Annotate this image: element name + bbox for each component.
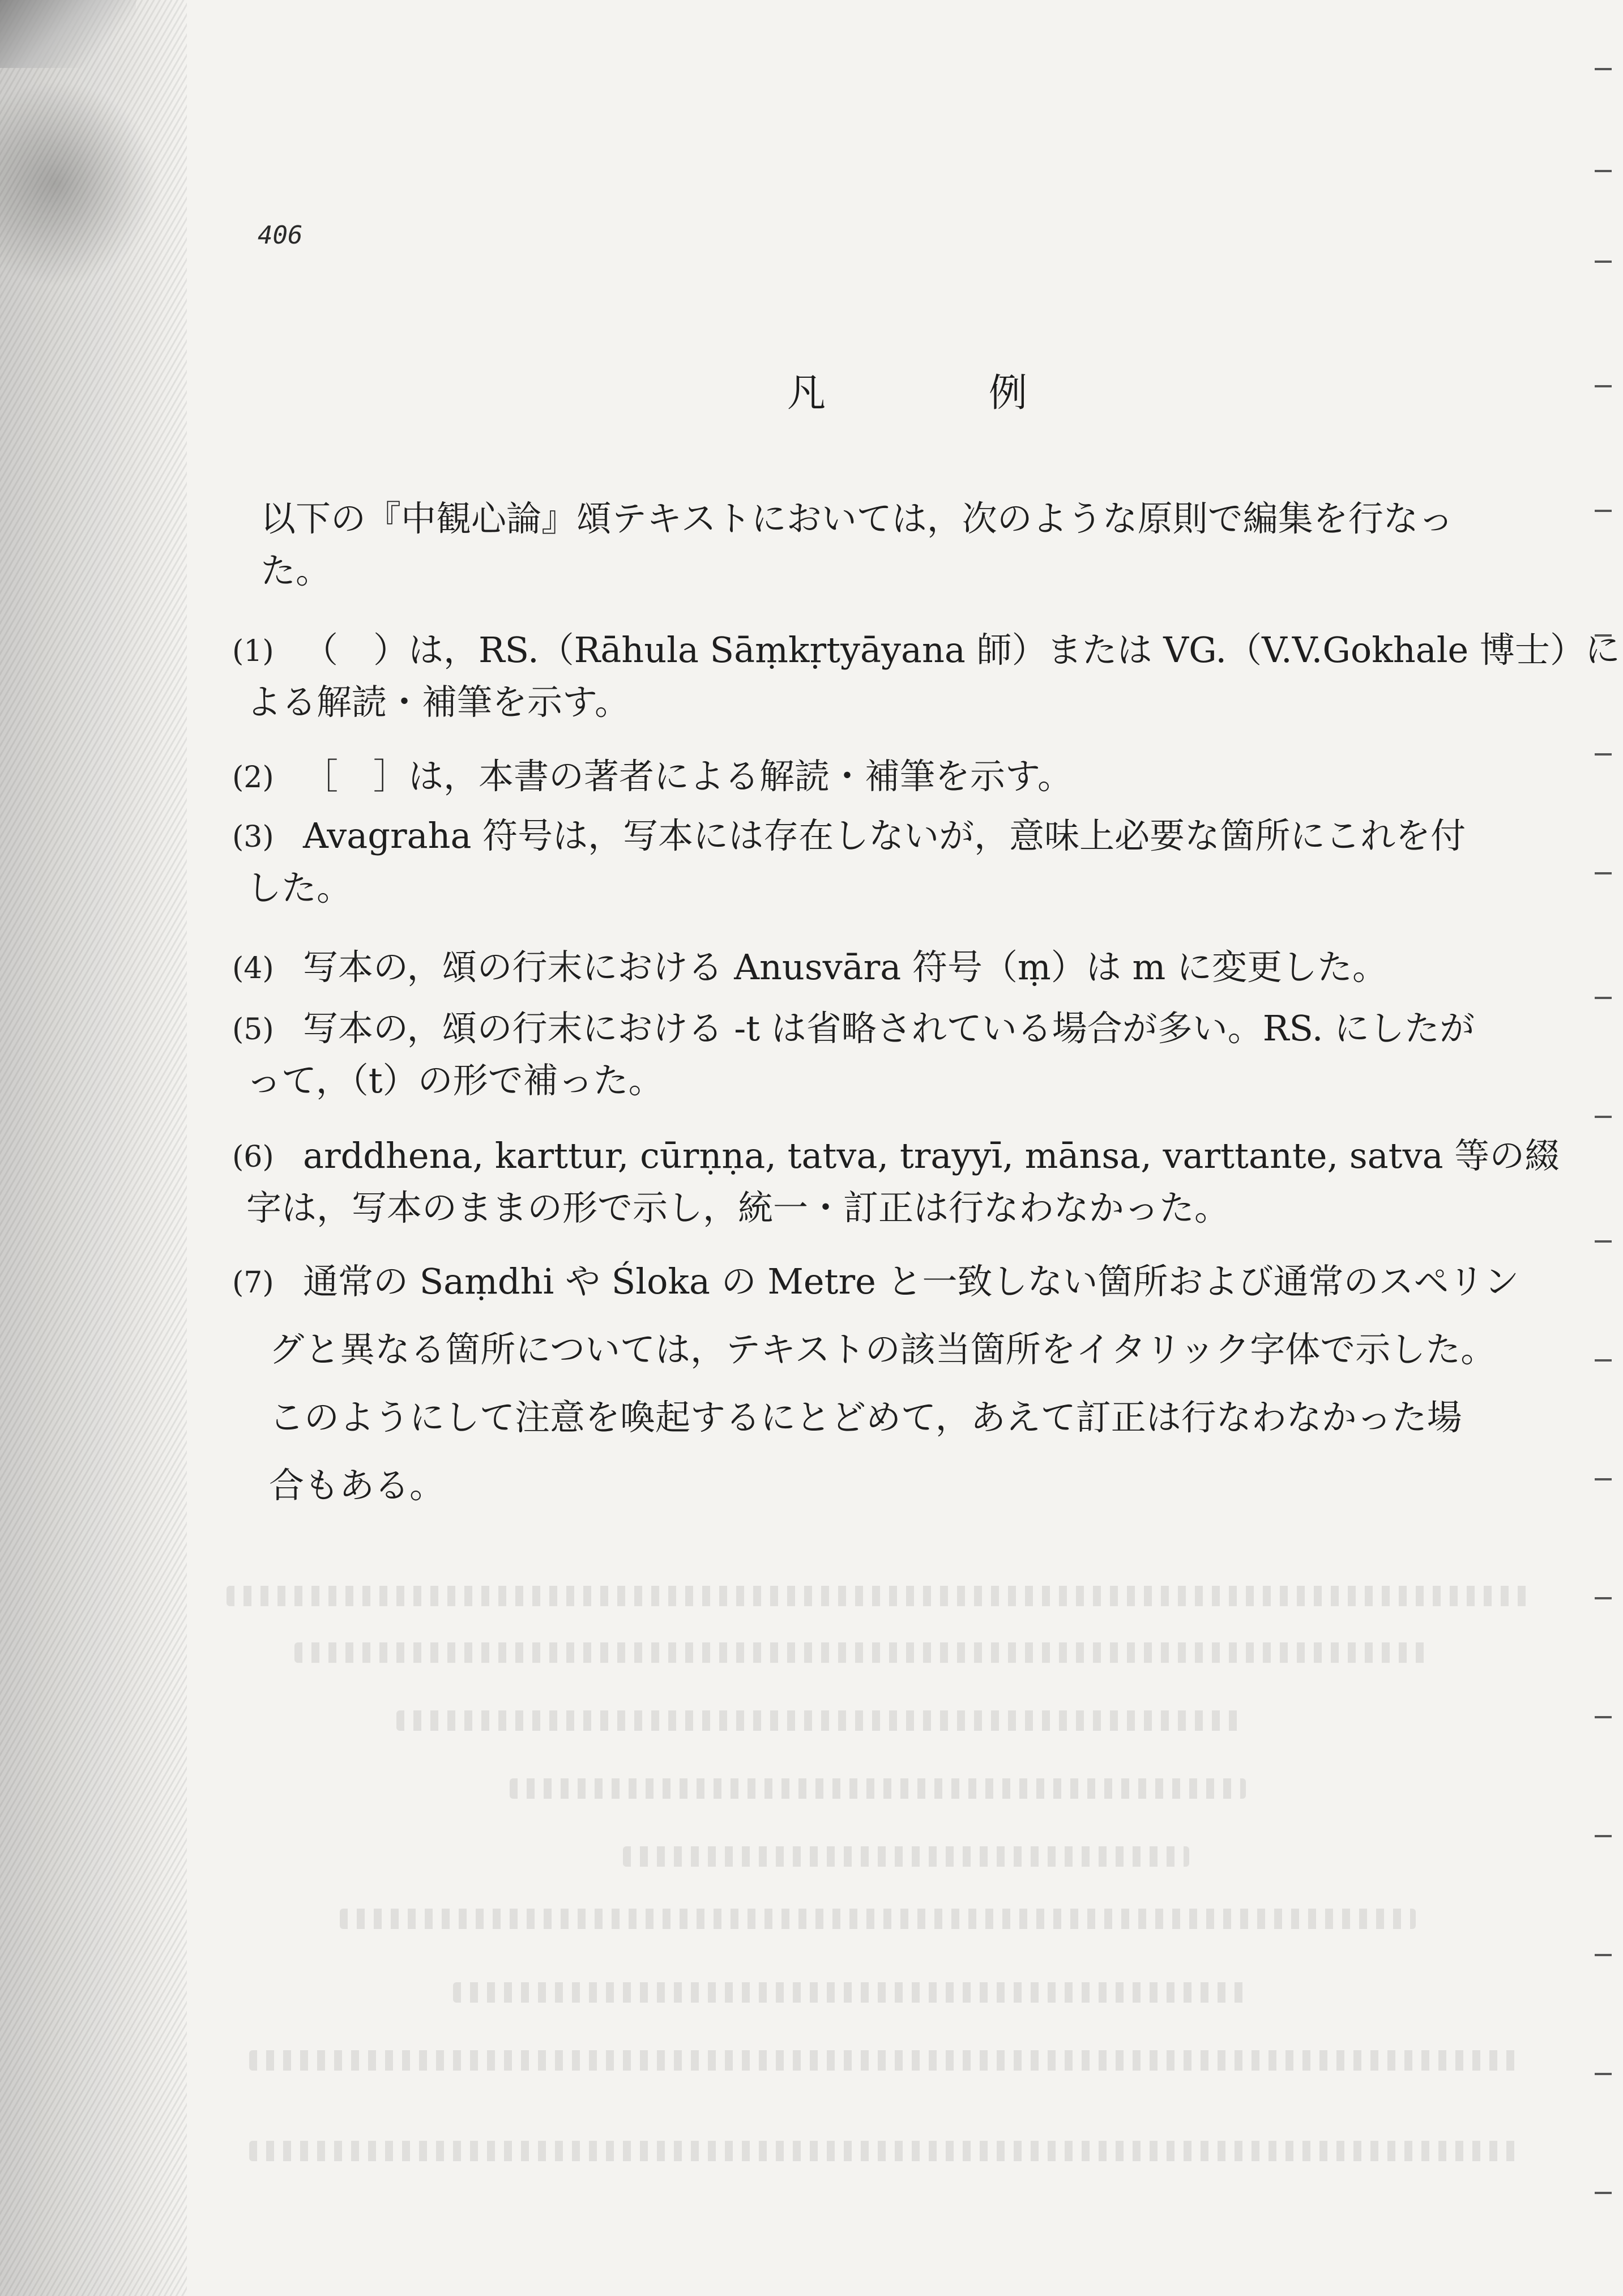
item-line: グと異なる箇所については，テキストの該当箇所をイタリック字体で示した。 <box>269 1329 1496 1370</box>
item-number: (3) <box>232 820 274 854</box>
list-item <box>303 941 1387 993</box>
show-through-text <box>294 1642 1427 1663</box>
right-margin-marks <box>1589 0 1612 2296</box>
item-line: よる解読・補筆を示す。 <box>246 681 630 723</box>
scan-noise-edge <box>0 0 187 2296</box>
item-line: このようにして注意を喚起するにとどめて，あえて訂正は行なわなかった場 <box>269 1397 1462 1438</box>
show-through-text <box>396 1710 1246 1731</box>
page-title: 凡 例 <box>787 371 1090 416</box>
item-number: (1) <box>232 634 274 668</box>
show-through-text <box>453 1982 1246 2003</box>
show-through-text <box>227 1586 1529 1606</box>
page-number: 406 <box>258 221 303 250</box>
intro-line: 以下の『中観心論』頌テキストにおいては，次のような原則で編集を行なっ <box>260 498 1454 539</box>
item-line: 写本の，頌の行末における Anusvāra 符号（ṃ）は m に変更した。 <box>303 946 1387 988</box>
list-item <box>246 810 1466 914</box>
list-item <box>246 624 1620 728</box>
item-number: (2) <box>232 761 274 795</box>
show-through-text <box>249 2141 1523 2161</box>
item-number: (4) <box>232 951 274 985</box>
item-line: した。 <box>246 867 352 908</box>
intro-line: た。 <box>260 550 331 591</box>
show-through-text <box>623 1846 1189 1867</box>
show-through-text <box>249 2050 1523 2071</box>
item-line: 写本の，頌の行末における -t は省略されている場合が多い。RS. にしたが <box>303 1008 1475 1049</box>
item-number: (7) <box>232 1266 274 1300</box>
item-line: arddhena, karttur, cūrṇṇa, tatva, trayyī, mānsa, varttante, satva 等の綴 <box>303 1135 1560 1176</box>
show-through-text <box>510 1778 1246 1799</box>
scan-corner-shadow <box>0 0 136 68</box>
item-number: (6) <box>232 1140 274 1174</box>
list-item <box>303 750 1073 803</box>
item-line: 字は，写本のままの形で示し，統一・訂正は行なわなかった。 <box>246 1187 1230 1228</box>
show-through-text <box>340 1909 1416 1929</box>
item-line: って，（t）の形で補った。 <box>246 1060 664 1101</box>
list-item <box>246 1002 1475 1107</box>
item-line: （ ）は，RS.（Rāhula Sāṃkṛtyāyana 師）または VG.（V.V.Gokhale 博士）に <box>303 629 1620 671</box>
item-line: ［ ］は，本書の著者による解読・補筆を示す。 <box>303 756 1073 797</box>
list-item <box>246 1130 1560 1234</box>
intro-paragraph <box>260 493 1454 597</box>
item-line: Avagraha 符号は，写本には存在しないが，意味上必要な箇所にこれを付 <box>303 815 1466 856</box>
item-number: (5) <box>232 1013 274 1047</box>
list-item <box>269 1256 1519 1512</box>
item-line: 通常の Saṃdhi や Śloka の Metre と一致しない箇所および通常のスペリン <box>303 1261 1519 1302</box>
item-line: 合もある。 <box>269 1465 445 1506</box>
